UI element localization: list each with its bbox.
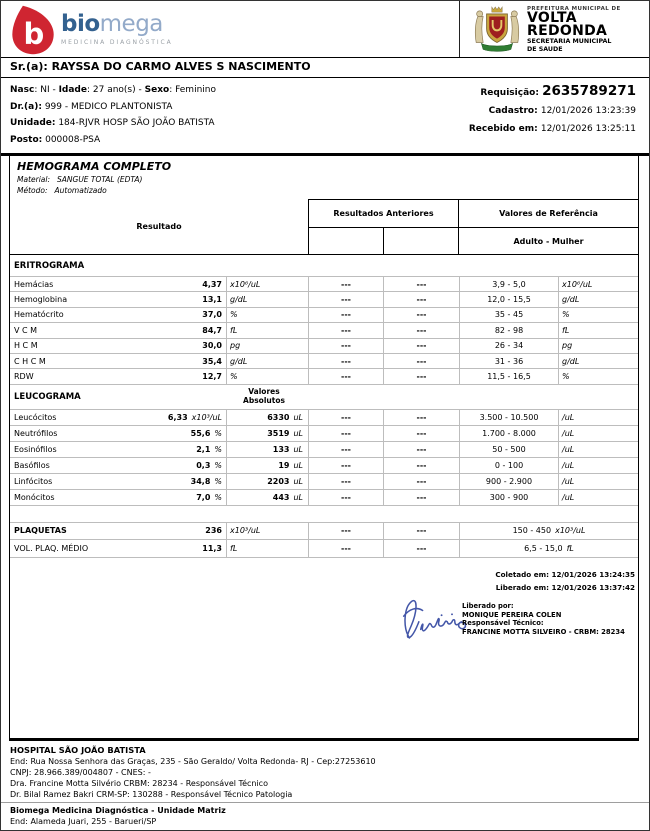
lab-row (10, 410, 638, 426)
unit: /uL (562, 492, 575, 502)
result-value (196, 493, 222, 502)
analyte-name: Neutrófilos (14, 428, 58, 438)
analyte-cell (10, 323, 227, 337)
result-value (196, 461, 222, 470)
unit-label: fL (230, 543, 238, 553)
previous-result-1: --- (309, 523, 384, 540)
previous-result-2: --- (384, 458, 460, 473)
unit-cell (227, 426, 309, 441)
reference-unit (559, 354, 638, 368)
analyte-cell (10, 523, 227, 540)
reference-range: 26 - 34 (460, 339, 559, 353)
reference-unit (559, 458, 638, 473)
reference-range: 3.500 - 10.500 (460, 410, 559, 425)
reference-range: 6,5 - 15,0 (524, 543, 563, 553)
absolute-unit: uL (293, 460, 303, 470)
release-line-4: FRANCINE MOTTA SILVEIRO - CRBM: 28234 (462, 627, 625, 636)
unit: % (562, 310, 570, 320)
reference-unit (559, 442, 638, 457)
previous-result-2: --- (384, 292, 460, 306)
analyte-cell (10, 410, 227, 425)
result-value (205, 526, 222, 535)
svg-text:b: b (23, 17, 45, 52)
reference-range: 12,0 - 15,5 (460, 292, 559, 306)
reference-unit: x10³/uL (555, 526, 586, 536)
unit-cell (227, 410, 309, 425)
unit-cell (227, 323, 309, 337)
section-title: ERITROGRAMA (14, 260, 85, 271)
result-number: 7,0 (196, 492, 211, 502)
brand-subtitle: MEDICINA DIAGNÓSTICA (61, 39, 173, 46)
unit-cell (227, 292, 309, 306)
sexo-label: Sexo (144, 85, 170, 95)
unit-label: g/dL (230, 356, 248, 366)
unit-cell (227, 277, 309, 291)
prefeitura-secretaria: SECRETARIA MUNICIPAL (527, 38, 612, 45)
analyte-cell (10, 354, 227, 368)
lab-row (10, 523, 638, 541)
reference-unit (559, 323, 638, 337)
result-number: 35,4 (202, 356, 222, 366)
collection-dates (495, 568, 635, 594)
unit: % (562, 372, 570, 382)
result-value (202, 372, 222, 381)
result-value (202, 326, 222, 335)
result-value (191, 477, 222, 486)
previous-result-1: --- (309, 474, 384, 489)
reference-range: 1.700 - 8.000 (460, 426, 559, 441)
analyte-cell (10, 292, 227, 306)
recebido-label: Recebido em: (468, 124, 541, 134)
patient-info-line-2 (10, 99, 216, 116)
result-number: 6,33 (167, 412, 188, 422)
absolute-unit: uL (293, 428, 303, 438)
reference-range: 82 - 98 (460, 323, 559, 337)
column-referencia-sub: Adulto - Mulher (513, 236, 584, 246)
unit-label: g/dL (230, 295, 248, 305)
section-leucograma (10, 385, 638, 506)
requisition-number-line (469, 83, 636, 99)
unidade-value: 184-RJVR HOSP SÃO JOÃO BATISTA (55, 118, 215, 128)
unit: /uL (562, 428, 575, 438)
reference-unit (559, 339, 638, 353)
reference-unit (559, 308, 638, 322)
result-number: 55,6 (190, 428, 211, 438)
absolute-value: 19 (278, 460, 290, 470)
coletado-line: Coletado em: 12/01/2026 13:24:35 (495, 570, 635, 579)
unit: /uL (562, 444, 575, 454)
requisicao-value: 2635789271 (542, 83, 636, 99)
unit-cell (227, 523, 309, 540)
reference-cell (460, 540, 638, 557)
result-value (196, 445, 222, 454)
previous-result-2: --- (384, 308, 460, 322)
cadastro-label: Cadastro: (488, 106, 541, 116)
reference-range: 31 - 36 (460, 354, 559, 368)
patient-info (10, 82, 216, 148)
reference-range: 0 - 100 (460, 458, 559, 473)
analyte-name: C H C M (14, 356, 46, 366)
analyte-name: H C M (14, 341, 38, 351)
prefeitura-redonda: REDONDA (527, 22, 608, 39)
method-line (17, 186, 171, 195)
absolute-values-header (223, 388, 305, 405)
lab-row (10, 323, 638, 338)
unit-label: % (230, 310, 238, 320)
unit-cell (227, 540, 309, 557)
analyte-name: Leucócitos (14, 412, 57, 422)
unit: g/dL (562, 356, 580, 366)
column-resultados-anteriores: Resultados Anteriores (309, 200, 459, 227)
previous-result-1: --- (309, 410, 384, 425)
result-value (202, 544, 222, 553)
lab-row (10, 458, 638, 474)
requisition-block (469, 83, 636, 134)
analyte-cell (10, 474, 227, 489)
lab-row (10, 426, 638, 442)
reference-range: 150 - 450 (512, 526, 552, 536)
doctor-label: Dr.(a): (10, 101, 42, 112)
lab-row (10, 277, 638, 292)
previous-result-header-2 (384, 228, 459, 254)
result-unit: % (214, 476, 222, 486)
posto-label: Posto: (10, 134, 43, 145)
absolute-value: 2203 (267, 476, 290, 486)
result-number: 84,7 (202, 325, 222, 335)
section-header-leucograma (10, 385, 638, 410)
unit-label: x10⁶/uL (230, 279, 261, 289)
prefeitura-block (471, 4, 621, 55)
release-line-3: Responsável Técnico: (462, 619, 544, 628)
cadastro-value: 12/01/2026 13:23:39 (540, 106, 636, 116)
previous-result-1: --- (309, 354, 384, 368)
hospital-cnpj: CNPJ: 28.966.389/004807 - CNES: - (10, 768, 151, 777)
unit-label: fL (230, 325, 238, 335)
result-number: 34,8 (190, 476, 211, 486)
unit: /uL (562, 412, 575, 422)
reference-range: 300 - 900 (460, 490, 559, 505)
coat-of-arms-icon (471, 4, 523, 55)
result-value (202, 295, 222, 304)
analyte-name: PLAQUETAS (14, 526, 67, 536)
biomega-wordmark (61, 12, 173, 46)
idade-label: Idade (58, 85, 87, 95)
hospital-name: HOSPITAL SÃO JOÃO BATISTA (10, 745, 146, 755)
previous-result-1: --- (309, 323, 384, 337)
previous-result-2: --- (384, 410, 460, 425)
report-title-block (17, 160, 171, 195)
absolute-unit: uL (293, 492, 303, 502)
reference-unit: fL (566, 543, 574, 553)
result-number: 13,1 (202, 295, 222, 305)
lab-row (10, 442, 638, 458)
previous-result-1: --- (309, 490, 384, 505)
unit-label: x10³/uL (230, 526, 261, 536)
previous-result-1: --- (309, 442, 384, 457)
lab-sections (10, 255, 638, 558)
biomega-logo (11, 5, 173, 55)
analyte-cell (10, 339, 227, 353)
header-vertical-divider (459, 1, 460, 57)
result-number: 11,3 (202, 543, 222, 553)
unit-cell (227, 442, 309, 457)
release-line-1: Liberado por: (462, 602, 514, 610)
result-number: 30,0 (202, 341, 222, 351)
nasc-label: Nasc (10, 85, 35, 95)
exam-title: HEMOGRAMA COMPLETO (17, 160, 172, 173)
analyte-name: Hemácias (14, 279, 54, 289)
result-value (202, 357, 222, 366)
previous-result-2: --- (384, 523, 460, 540)
hospital-footer (10, 745, 640, 800)
reference-range: 900 - 2.900 (460, 474, 559, 489)
section-title: LEUCOGRAMA (14, 391, 81, 402)
patient-info-line-3 (10, 115, 216, 132)
unit-cell (227, 308, 309, 322)
result-value (202, 310, 222, 319)
material-value: SANGUE TOTAL (EDTA) (57, 175, 143, 184)
unit-cell (227, 339, 309, 353)
unit-label: pg (230, 341, 241, 351)
hospital-responsavel-1: Dra. Francine Motta Silvério CRBM: 28234 - Responsável Técnico (10, 779, 268, 788)
lab-row (10, 474, 638, 490)
material-label: Material: (17, 175, 50, 184)
posto-value: 000008-PSA (42, 134, 101, 145)
result-unit: % (214, 444, 222, 454)
absolute-unit: uL (293, 444, 303, 454)
absolute-unit: uL (293, 412, 303, 422)
result-number: 4,37 (202, 279, 222, 289)
section-eritrograma (10, 255, 638, 385)
divider (1, 57, 649, 58)
analyte-name: RDW (14, 372, 34, 382)
previous-result-1: --- (309, 308, 384, 322)
previous-result-2: --- (384, 474, 460, 489)
hospital-address: End: Rua Nossa Senhora das Graças, 235 - São Geraldo/ Volta Redonda- RJ - Cep:27253610 (10, 757, 376, 766)
release-line-2: MONIQUE PEREIRA COLEN (462, 610, 562, 619)
previous-result-2: --- (384, 369, 460, 383)
reference-cell (460, 523, 638, 540)
reference-range: 50 - 500 (460, 442, 559, 457)
reference-unit (559, 474, 638, 489)
previous-result-1: --- (309, 369, 384, 383)
previous-result-2: --- (384, 277, 460, 291)
divider (1, 77, 649, 78)
reference-unit (559, 369, 638, 383)
previous-result-2: --- (384, 323, 460, 337)
brand-mega: mega (99, 11, 163, 37)
method-value: Automatizado (54, 186, 107, 195)
previous-result-2: --- (384, 442, 460, 457)
absolute-value: 443 (272, 492, 290, 502)
unit: pg (562, 341, 573, 351)
liberado-line: Liberado em: 12/01/2026 13:37:42 (495, 583, 635, 592)
results-table (10, 199, 638, 558)
reference-unit (559, 490, 638, 505)
column-valores-referencia: Valores de Referência (499, 209, 598, 218)
method-label: Método: (17, 186, 48, 195)
analyte-cell (10, 540, 227, 557)
biomega-drop-icon (11, 5, 55, 55)
matriz-footer (10, 805, 226, 827)
unit-cell (227, 354, 309, 368)
result-number: 0,3 (196, 460, 211, 470)
hospital-responsavel-2: Dr. Bilal Ramez Bakri CRM-SP: 130288 - Responsável Técnico Patologia (10, 790, 293, 799)
absolute-value: 133 (272, 444, 290, 454)
result-number: 2,1 (196, 444, 211, 454)
lab-row (10, 308, 638, 323)
unidade-label: Unidade: (10, 118, 56, 128)
lab-row (10, 292, 638, 307)
unit: /uL (562, 460, 575, 470)
analyte-name: Basófilos (14, 460, 50, 470)
unit-label: % (230, 372, 238, 382)
previous-result-1: --- (309, 458, 384, 473)
absolute-values-line2: Absolutos (243, 395, 285, 405)
unit-cell (227, 458, 309, 473)
reference-unit (559, 277, 638, 291)
analyte-cell (10, 277, 227, 291)
previous-result-1: --- (309, 540, 384, 557)
analyte-name: Linfócitos (14, 476, 53, 486)
prefeitura-saude: DE SAUDE (527, 46, 563, 53)
previous-result-2: --- (384, 354, 460, 368)
section-header-eritrograma (10, 255, 638, 277)
sexo-value: : Feminino (169, 85, 216, 95)
column-resultado: Resultado (10, 199, 309, 254)
unit-cell (227, 369, 309, 383)
analyte-name: Eosinófilos (14, 444, 57, 454)
patient-name: Sr.(a): RAYSSA DO CARMO ALVES S NASCIMENTO (10, 60, 311, 73)
lab-row (10, 540, 638, 558)
signature-icon (398, 594, 470, 644)
analyte-name: V C M (14, 325, 38, 335)
result-value (202, 280, 222, 289)
previous-result-1: --- (309, 292, 384, 306)
result-unit: % (214, 428, 222, 438)
analyte-cell (10, 458, 227, 473)
previous-result-1: --- (309, 277, 384, 291)
unit: /uL (562, 476, 575, 486)
prefeitura-volta: VOLTA (527, 10, 577, 26)
previous-result-2: --- (384, 540, 460, 557)
lab-row (10, 354, 638, 369)
matriz-name: Biomega Medicina Diagnóstica - Unidade Matriz (10, 806, 226, 815)
absolute-value: 3519 (267, 428, 290, 438)
lab-row (10, 339, 638, 354)
analyte-cell (10, 490, 227, 505)
unit-cell (227, 490, 309, 505)
result-number: 12,7 (202, 372, 222, 382)
reference-unit (559, 426, 638, 441)
cadastro-line (469, 106, 636, 116)
reference-unit (559, 292, 638, 306)
unit-cell (227, 474, 309, 489)
analyte-name: Hematócrito (14, 310, 64, 320)
analyte-cell (10, 369, 227, 383)
recebido-line (469, 124, 636, 134)
unit: fL (562, 325, 570, 335)
section-plaquetas (10, 522, 638, 558)
reference-unit (559, 410, 638, 425)
prefeitura-line1: PREFEITURA MUNICIPAL DE (527, 6, 621, 12)
result-value (191, 429, 222, 438)
material-line (17, 175, 171, 184)
lab-row (10, 490, 638, 506)
reference-range: 35 - 45 (460, 308, 559, 322)
result-unit: % (214, 460, 222, 470)
result-number: 37,0 (202, 310, 222, 320)
reference-range: 11,5 - 16,5 (460, 369, 559, 383)
absolute-unit: uL (293, 476, 303, 486)
idade-value: : 27 ano(s) - (86, 85, 145, 95)
table-header (10, 199, 638, 255)
release-block (462, 602, 625, 636)
previous-result-1: --- (309, 339, 384, 353)
previous-result-2: --- (384, 339, 460, 353)
requisicao-label: Requisição: (480, 88, 543, 98)
doctor-value: 999 - MEDICO PLANTONISTA (41, 101, 173, 112)
absolute-value: 6330 (267, 412, 290, 422)
recebido-value: 12/01/2026 13:25:11 (540, 124, 636, 134)
result-value (168, 413, 222, 422)
previous-result-header-1 (309, 228, 384, 254)
analyte-cell (10, 426, 227, 441)
analyte-cell (10, 442, 227, 457)
lab-row (10, 369, 638, 384)
analyte-name: VOL. PLAQ. MÉDIO (14, 543, 89, 553)
patient-info-line-4 (10, 132, 216, 149)
result-number: 236 (205, 526, 222, 536)
unit: x10⁶/uL (562, 279, 593, 289)
nasc-value: : NI - (34, 85, 59, 95)
absolute-values-line1: Valores (248, 387, 280, 397)
result-unit: % (214, 492, 222, 502)
reference-range: 3,9 - 5,0 (460, 277, 559, 291)
previous-result-1: --- (309, 426, 384, 441)
analyte-name: Hemoglobina (14, 295, 68, 305)
result-unit: x10³/uL (191, 412, 222, 422)
footer-divider (1, 802, 649, 803)
analyte-cell (10, 308, 227, 322)
analyte-name: Monócitos (14, 492, 55, 502)
brand-bio: bio (61, 11, 100, 37)
previous-result-2: --- (384, 490, 460, 505)
unit: g/dL (562, 295, 580, 305)
matriz-address: End: Alameda Juari, 255 - Barueri/SP (10, 817, 157, 826)
result-value (202, 341, 222, 350)
patient-info-line-1 (10, 82, 216, 99)
report-box (9, 156, 639, 741)
previous-result-2: --- (384, 426, 460, 441)
